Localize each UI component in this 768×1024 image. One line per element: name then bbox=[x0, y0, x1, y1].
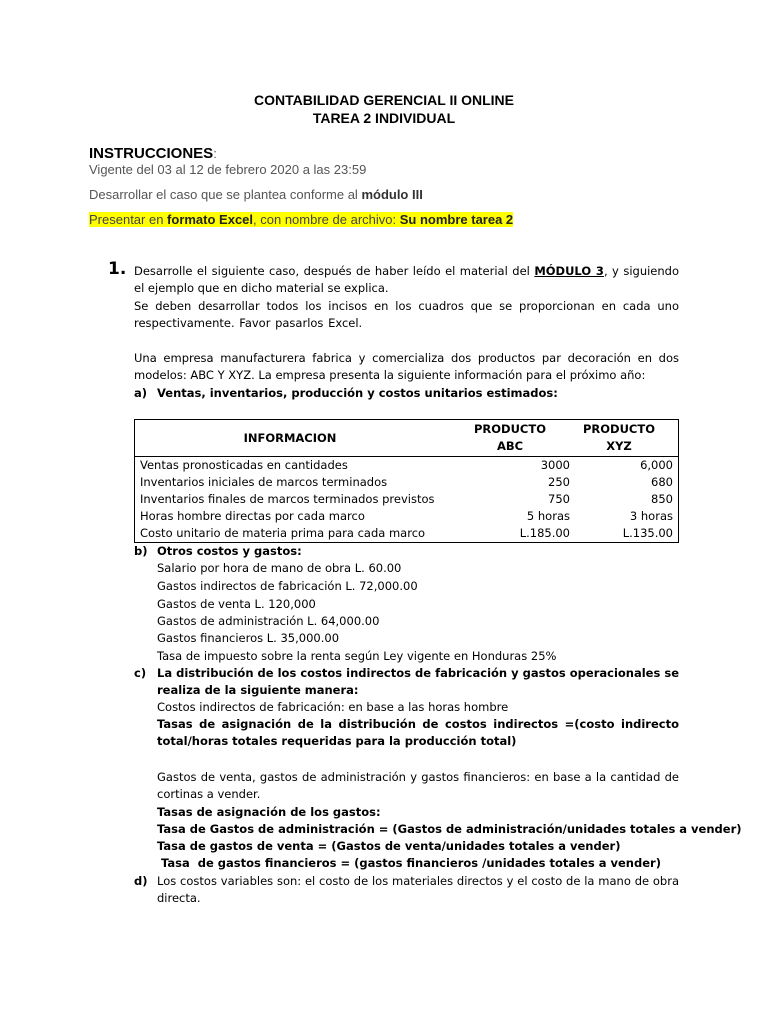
section-c-gastos-base: Gastos de venta, gastos de administración y gastos financieros: en base a la cantidad de cortinas a vender. bbox=[157, 770, 679, 801]
row-label: Horas hombre directas por cada marco bbox=[140, 509, 365, 523]
section-c-cif-base: Costos indirectos de fabricación: en base a las horas hombre bbox=[157, 700, 509, 714]
tasa-venta-formula: (Gastos de venta/unidades totales a vender) bbox=[331, 839, 621, 853]
row-xyz-value: 850 bbox=[651, 492, 673, 506]
section-b-heading: Otros costos y gastos: bbox=[157, 544, 302, 558]
presentar-pre: Presentar en bbox=[89, 212, 168, 227]
row-xyz-value: 680 bbox=[651, 475, 673, 489]
table-row bbox=[135, 508, 679, 525]
desarrollar-text: Desarrollar el caso que se plantea conforme al bbox=[89, 187, 362, 202]
row-label: Inventarios iniciales de marcos terminados bbox=[140, 475, 388, 489]
tasa-fin-formula: (gastos financieros /unidades totales a vender) bbox=[354, 856, 661, 870]
row-label: Inventarios finales de marcos terminados previstos bbox=[140, 492, 435, 506]
tasa-venta-line bbox=[157, 838, 620, 855]
section-b-line: Gastos de venta L. 120,000 bbox=[157, 597, 316, 611]
table-row bbox=[135, 474, 679, 491]
header-producto-xyz bbox=[575, 420, 679, 457]
item1-paragraph2: Se deben desarrollar todos los incisos en los cuadros que se proporcionan en cada uno respectivamente. Favor pasarlos Excel. bbox=[134, 299, 679, 330]
item-number: 1. bbox=[108, 259, 127, 279]
section-a-heading: Ventas, inventarios, producción y costos unitarios estimados: bbox=[157, 386, 558, 400]
information-table bbox=[134, 419, 679, 543]
row-abc-value: L.185.00 bbox=[519, 526, 570, 540]
table-row bbox=[135, 525, 679, 543]
document-title: CONTABILIDAD GERENCIAL II ONLINE bbox=[253, 92, 515, 108]
section-c-cif-rate: Tasas de asignación de la distribución de costos indirectos =(costo indirecto total/horas totales requeridas para la producción total) bbox=[157, 717, 679, 748]
item1-paragraph3: Una empresa manufacturera fabrica y comercializa dos productos par decoración en dos modelos: ABC Y XYZ. La empresa presenta la siguiente información para el próximo año: bbox=[134, 351, 679, 382]
tasa-admin-line bbox=[157, 821, 742, 838]
desarrollar-line bbox=[89, 187, 423, 202]
header-abc-line2: ABC bbox=[496, 439, 524, 453]
tasa-fin-label: Tasa de gastos financieros = bbox=[157, 856, 355, 870]
section-d-text: Los costos variables son: el costo de los materiales directos y el costo de la mano de obra directa. bbox=[157, 874, 679, 905]
row-abc-value: 3000 bbox=[445, 457, 575, 475]
section-b-label: b) bbox=[134, 544, 148, 558]
vigente-line: Vigente del 03 al 12 de febrero 2020 a las 23:59 bbox=[89, 162, 367, 177]
row-label: Ventas pronosticadas en cantidades bbox=[135, 457, 446, 475]
tasa-admin-formula: (Gastos de administración/unidades totales a vender) bbox=[392, 822, 742, 836]
row-xyz-value: 6,000 bbox=[575, 457, 679, 475]
row-abc-value: 750 bbox=[548, 492, 570, 506]
row-abc-value: 250 bbox=[548, 475, 570, 489]
header-xyz-line2: XYZ bbox=[606, 439, 632, 453]
tasa-admin-label: Tasa de Gastos de administración = bbox=[157, 822, 393, 836]
instructions-heading bbox=[89, 145, 217, 162]
table-row bbox=[135, 457, 679, 475]
section-b-line: Tasa de impuesto sobre la renta según Ley vigente en Honduras 25% bbox=[157, 649, 557, 663]
header-xyz-line1: PRODUCTO bbox=[582, 422, 655, 436]
row-label: Costo unitario de materia prima para cada marco bbox=[140, 526, 426, 540]
section-c-intro: La distribución de los costos indirectos de fabricación y gastos operacionales se realiza de la siguiente manera: bbox=[157, 666, 679, 697]
table-header-row bbox=[135, 420, 679, 457]
presentar-format: formato Excel bbox=[167, 212, 254, 227]
row-xyz-value: 3 horas bbox=[629, 509, 673, 523]
section-b-line: Salario por hora de mano de obra L. 60.00 bbox=[157, 561, 402, 575]
item1-p1-post: , y siguiendo el ejemplo que en dicho material se explica. bbox=[134, 264, 679, 295]
presentar-mid: , con nombre de archivo: bbox=[253, 212, 400, 227]
presentar-filename: Su nombre tarea 2 bbox=[399, 212, 514, 227]
section-c-label: c) bbox=[134, 666, 147, 680]
section-a-label: a) bbox=[134, 386, 148, 400]
modulo-text: módulo III bbox=[361, 187, 423, 202]
row-xyz-value: L.135.00 bbox=[622, 526, 673, 540]
row-abc-value: 5 horas bbox=[526, 509, 570, 523]
header-informacion: INFORMACION bbox=[243, 430, 337, 445]
presentar-line bbox=[89, 212, 513, 227]
document-subtitle: TAREA 2 INDIVIDUAL bbox=[312, 110, 456, 126]
tasa-fin-line bbox=[157, 855, 661, 872]
item1-paragraph1 bbox=[134, 263, 679, 297]
section-c-tasas-heading: Tasas de asignación de los gastos: bbox=[157, 805, 381, 819]
section-b-line: Gastos indirectos de fabricación L. 72,000.00 bbox=[157, 579, 418, 593]
section-d-label: d) bbox=[134, 874, 148, 888]
tasa-venta-label: Tasa de gastos de venta = bbox=[157, 839, 332, 853]
table-row bbox=[135, 491, 679, 508]
header-abc-line1: PRODUCTO bbox=[473, 422, 546, 436]
header-producto-abc bbox=[445, 420, 575, 457]
instructions-colon: : bbox=[213, 146, 217, 161]
section-b-line: Gastos financieros L. 35,000.00 bbox=[157, 631, 340, 645]
item1-p1-pre: Desarrolle el siguiente caso, después de haber leído el material del bbox=[134, 264, 535, 278]
item1-module: MÓDULO 3 bbox=[534, 264, 604, 278]
instructions-heading-text: INSTRUCCIONES bbox=[89, 145, 214, 162]
section-b-line: Gastos de administración L. 64,000.00 bbox=[157, 614, 380, 628]
